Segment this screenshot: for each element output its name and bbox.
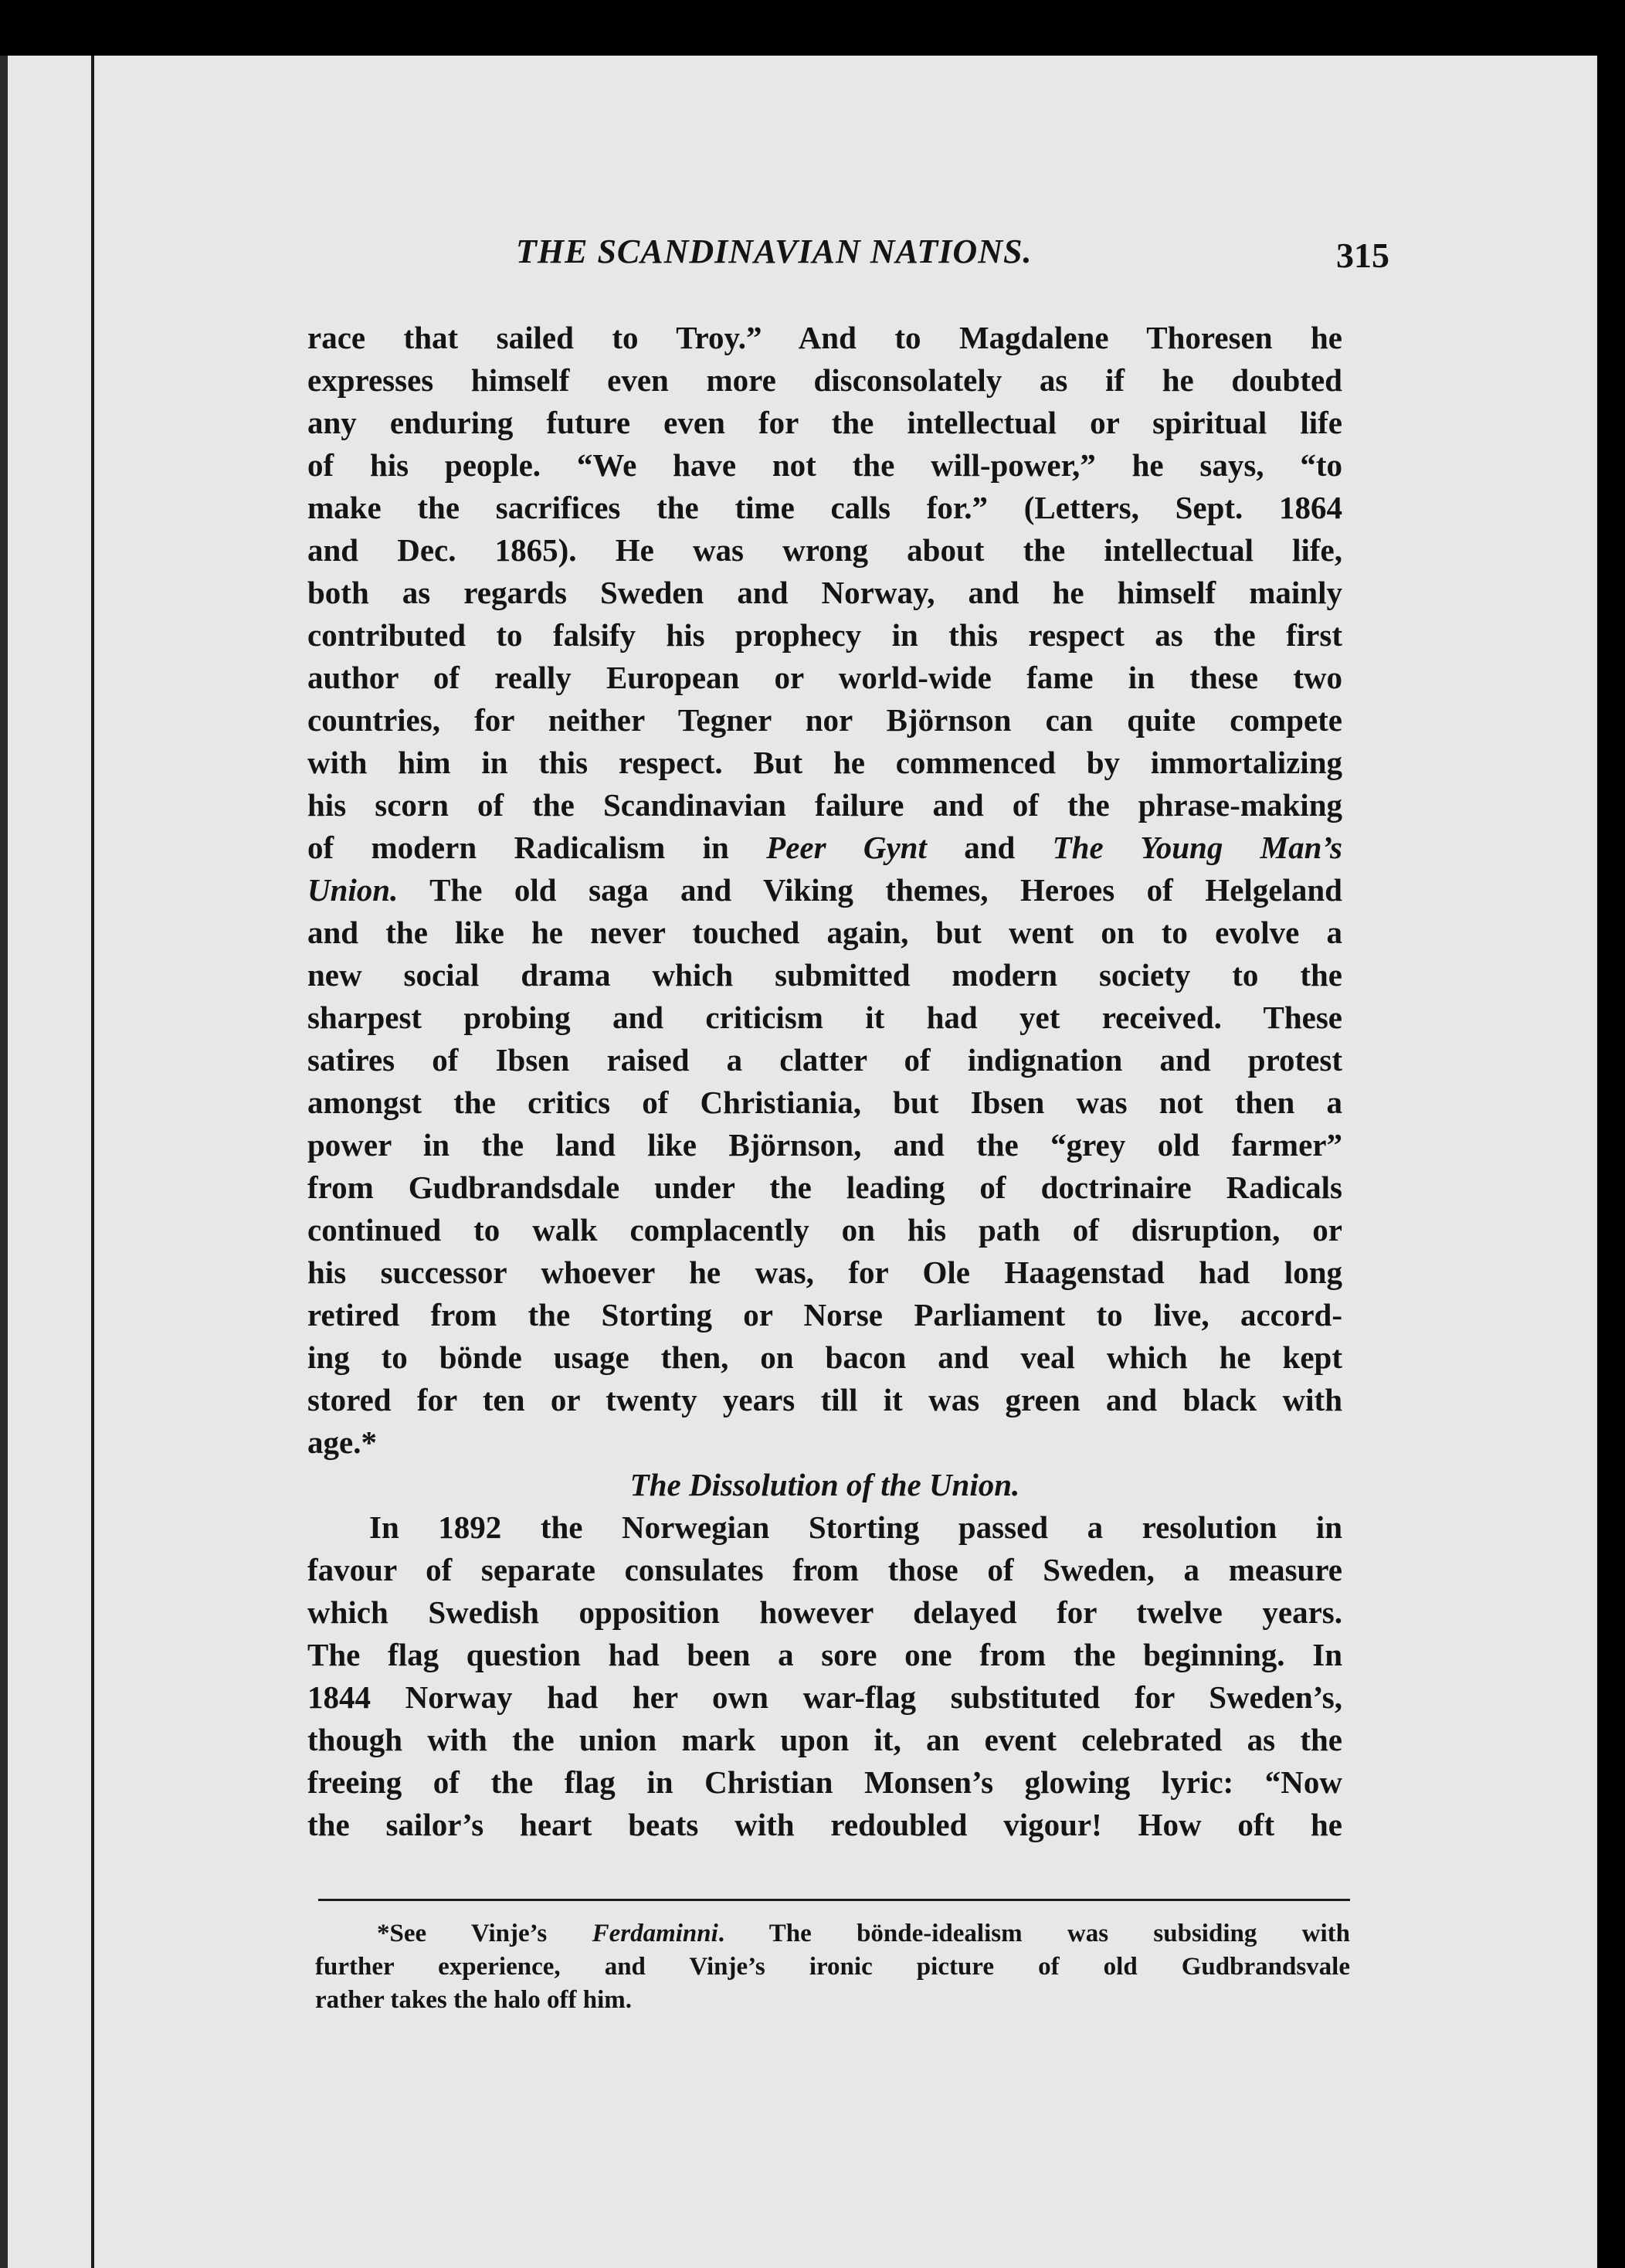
text-run: *See Vinje’s bbox=[377, 1920, 592, 1947]
text-run: make the sacrifices the time calls for.” (Letters, Sept. 1864 bbox=[307, 490, 1342, 525]
body-text bbox=[307, 317, 1342, 1846]
body-line bbox=[307, 1251, 1342, 1294]
text-run: retired from the Storting or Norse Parliament to live, accord- bbox=[307, 1297, 1342, 1333]
text-run: amongst the critics of Christiania, but Ibsen was not then a bbox=[307, 1085, 1342, 1120]
body-line bbox=[307, 996, 1342, 1039]
body-line bbox=[307, 1209, 1342, 1251]
text-run: 1844 Norway had her own war-flag substituted for Sweden’s, bbox=[307, 1679, 1342, 1715]
binding-line bbox=[91, 56, 94, 2268]
body-line bbox=[307, 572, 1342, 614]
body-line bbox=[307, 317, 1342, 359]
section-line bbox=[307, 1676, 1342, 1719]
text-run: his successor whoever he was, for Ole Haagenstad had long bbox=[307, 1255, 1342, 1290]
body-line bbox=[307, 699, 1342, 742]
text-run: with him in this respect. But he commenced by immortalizing bbox=[307, 745, 1342, 780]
body-line bbox=[307, 529, 1342, 572]
body-line bbox=[307, 1124, 1342, 1166]
body-line bbox=[307, 1421, 1342, 1464]
italic-title: Union. bbox=[307, 872, 399, 908]
footnote-rule bbox=[318, 1899, 1350, 1901]
footnote-line bbox=[315, 1951, 1350, 1984]
body-line bbox=[307, 869, 1342, 912]
text-run: and Dec. 1865). He was wrong about the intellectual life, bbox=[307, 532, 1342, 568]
body-line bbox=[307, 784, 1342, 827]
section-line bbox=[307, 1549, 1342, 1591]
body-line bbox=[307, 657, 1342, 699]
body-line bbox=[307, 487, 1342, 529]
paragraph-continued bbox=[307, 317, 1342, 1464]
text-run: satires of Ibsen raised a clatter of indignation and protest bbox=[307, 1042, 1342, 1078]
body-line bbox=[307, 1166, 1342, 1209]
text-run: age.* bbox=[307, 1424, 377, 1460]
italic-title: Peer Gynt bbox=[766, 830, 927, 865]
text-run: and bbox=[926, 830, 1053, 865]
text-run: sharpest probing and criticism it had yet received. These bbox=[307, 1000, 1342, 1035]
text-run: The old saga and Viking themes, Heroes of Helgeland bbox=[398, 872, 1342, 908]
text-run: . The bönde-idealism was subsiding with bbox=[718, 1920, 1350, 1947]
running-head: THE SCANDINAVIAN NATIONS. bbox=[516, 233, 1033, 270]
section-line bbox=[307, 1761, 1342, 1804]
body-line bbox=[307, 614, 1342, 657]
body-line bbox=[307, 954, 1342, 996]
text-run: though with the union mark upon it, an event celebrated as the bbox=[307, 1722, 1342, 1757]
text-run: The flag question had been a sore one from the beginning. In bbox=[307, 1637, 1342, 1672]
footnote-line bbox=[315, 1984, 1350, 2017]
paragraph-dissolution bbox=[307, 1506, 1342, 1846]
text-run: expresses himself even more disconsolately as if he doubted bbox=[307, 362, 1342, 398]
body-line bbox=[307, 1336, 1342, 1379]
body-line bbox=[307, 359, 1342, 402]
page-number: 315 bbox=[1336, 236, 1389, 275]
text-run: any enduring future even for the intellectual or spiritual life bbox=[307, 405, 1342, 440]
body-line bbox=[307, 1039, 1342, 1081]
text-run: continued to walk complacently on his path of disruption, or bbox=[307, 1212, 1342, 1248]
footnote bbox=[315, 1917, 1350, 2017]
text-run: which Swedish opposition however delayed for twelve years. bbox=[307, 1594, 1342, 1630]
text-run: rather takes the halo off him. bbox=[315, 1986, 633, 2014]
section-line bbox=[307, 1719, 1342, 1761]
text-run: freeing of the flag in Christian Monsen’s glowing lyric: “Now bbox=[307, 1764, 1342, 1800]
section-line bbox=[307, 1506, 1342, 1549]
body-line bbox=[307, 742, 1342, 784]
text-run: of modern Radicalism in bbox=[307, 830, 767, 865]
text-run: of his people. “We have not the will-power,” he says, “to bbox=[307, 447, 1342, 483]
body-line bbox=[307, 827, 1342, 869]
section-line bbox=[307, 1804, 1342, 1846]
text-run: and the like he never touched again, but went on to evolve a bbox=[307, 915, 1342, 950]
italic-title: The Young Man’s bbox=[1052, 830, 1342, 865]
text-run: his scorn of the Scandinavian failure and of the phrase-making bbox=[307, 787, 1342, 823]
body-line bbox=[307, 1294, 1342, 1336]
text-run: both as regards Sweden and Norway, and he himself mainly bbox=[307, 575, 1342, 610]
text-run: further experience, and Vinje’s ironic picture of old Gudbrandsvale bbox=[315, 1953, 1350, 1981]
text-run: countries, for neither Tegner nor Björnson can quite compete bbox=[307, 702, 1342, 738]
body-line bbox=[307, 912, 1342, 954]
text-run: In 1892 the Norwegian Storting passed a resolution in bbox=[369, 1509, 1342, 1545]
body-line bbox=[307, 402, 1342, 444]
text-run: contributed to falsify his prophecy in this respect as the first bbox=[307, 617, 1342, 653]
footnote-line bbox=[315, 1917, 1350, 1951]
text-run: race that sailed to Troy.” And to Magdalene Thoresen he bbox=[307, 320, 1342, 355]
body-line bbox=[307, 1081, 1342, 1124]
body-line bbox=[307, 1379, 1342, 1421]
section-heading: The Dissolution of the Union. bbox=[629, 1467, 1020, 1502]
book-page bbox=[0, 56, 1597, 2268]
italic-title: Ferdaminni bbox=[592, 1920, 718, 1947]
text-run: stored for ten or twenty years till it was green and black with bbox=[307, 1382, 1342, 1418]
binding-edge bbox=[0, 56, 8, 2268]
text-run: power in the land like Björnson, and the “grey old farmer” bbox=[307, 1127, 1342, 1163]
text-run: author of really European or world-wide fame in these two bbox=[307, 660, 1342, 695]
text-run: the sailor’s heart beats with redoubled vigour! How oft he bbox=[307, 1807, 1342, 1842]
text-run: favour of separate consulates from those of Sweden, a measure bbox=[307, 1552, 1342, 1587]
text-run: new social drama which submitted modern society to the bbox=[307, 957, 1342, 993]
text-run: ing to bönde usage then, on bacon and veal which he kept bbox=[307, 1339, 1342, 1375]
section-line bbox=[307, 1634, 1342, 1676]
text-run: from Gudbrandsdale under the leading of doctrinaire Radicals bbox=[307, 1170, 1342, 1205]
body-line bbox=[307, 444, 1342, 487]
section-line bbox=[307, 1591, 1342, 1634]
